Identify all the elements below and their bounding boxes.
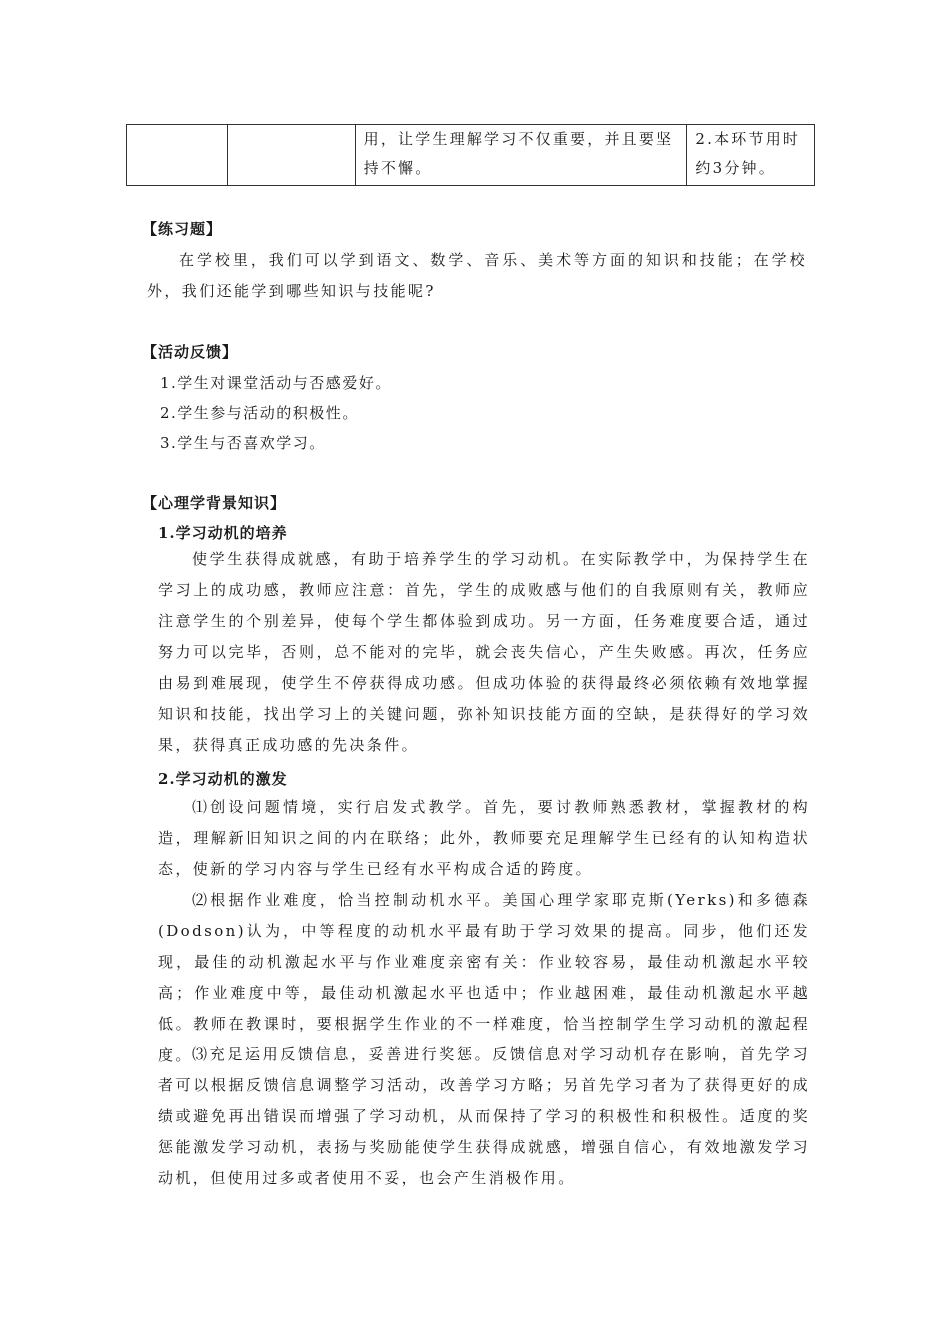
table-cell-empty-1 <box>127 125 228 186</box>
feedback-heading: 【活动反馈】 <box>142 343 239 361</box>
feedback-item-1: 1.学生对课堂活动与否感爱好。 <box>160 374 392 392</box>
feedback-item-3: 3.学生与否喜欢学习。 <box>160 434 326 452</box>
section-2-paragraph-2: ⑵根据作业难度，恰当控制动机水平。美国心理学家耶克斯(Yerks)和多德森(Dodson)认为，中等程度的动机水平最有助于学习效果的提高。同步，他们还发现，最佳的动机激起水平与作业难度亲密有关：作业较容易，最佳动机激起水平较高；作业难度中等，最佳动机激起水平也适中；作业越困难，最佳动机激起水平越低。教师在教课时，要根据学生作业的不一样难度，恰当控制学生学习动机的激起程度。 <box>158 891 810 1064</box>
practice-heading: 【练习题】 <box>142 220 223 238</box>
practice-text: 在学校里，我们可以学到语文、数学、音乐、美术等方面的知识和技能；在学校外，我们还能学到哪些知识与技能呢? <box>147 251 807 300</box>
table-cell-content: 用，让学生理解学习不仅重要，并且要坚持不懈。 <box>355 125 687 186</box>
psych-heading: 【心理学背景知识】 <box>142 494 287 512</box>
section-1-title: 1.学习动机的培养 <box>158 524 288 542</box>
section-1-text: 使学生获得成就感，有助于培养学生的学习动机。在实际教学中，为保持学生在学习上的成功感，教师应注意：首先，学生的成败感与他们的自我原则有关，教师应注意学生的个别差异，使每个学生都体验到成功。另一方面，任务难度要合适，通过努力可以完毕，否则，总不能对的完毕，就会丧失信心，产生失败感。再次，任务应由易到难展现，使学生不停获得成功感。但成功体验的获得最终必须依赖有效地掌握知识和技能，找出学习上的关键问题，弥补知识技能方面的空缺，是获得好的学习效果，获得真正成功感的先决条件。 <box>158 550 810 754</box>
feedback-item-2: 2.学生参与活动的积极性。 <box>160 404 359 422</box>
section-2-title: 2.学习动机的激发 <box>158 770 288 788</box>
section-2-paragraph-3: ⑶充足运用反馈信息，妥善进行奖惩。反馈信息对学习动机存在影响，首先学习者可以根据反馈信息调整学习活动，改善学习方略；另首先学习者为了获得更好的成绩或避免再出错误而增强了学习动机，从而保持了学习的积极性和积极性。适度的奖惩能激发学习动机，表扬与奖励能使学生获得成就感，增强自信心，有效地激发学习动机，但使用过多或者使用不妥，也会产生消极作用。 <box>158 1045 810 1187</box>
table-cell-empty-2 <box>228 125 356 186</box>
lesson-table-fragment <box>126 124 815 186</box>
table-cell-note: 2.本环节用时约3分钟。 <box>687 125 815 186</box>
table-row <box>127 125 815 186</box>
section-2-paragraph-1: ⑴创设问题情境，实行启发式教学。首先，要讨教师熟悉教材，掌握教材的构造，理解新旧知识之间的内在联络；此外，教师要充足理解学生已经有的认知构造状态，使新的学习内容与学生已经有水平构成合适的跨度。 <box>158 798 810 878</box>
